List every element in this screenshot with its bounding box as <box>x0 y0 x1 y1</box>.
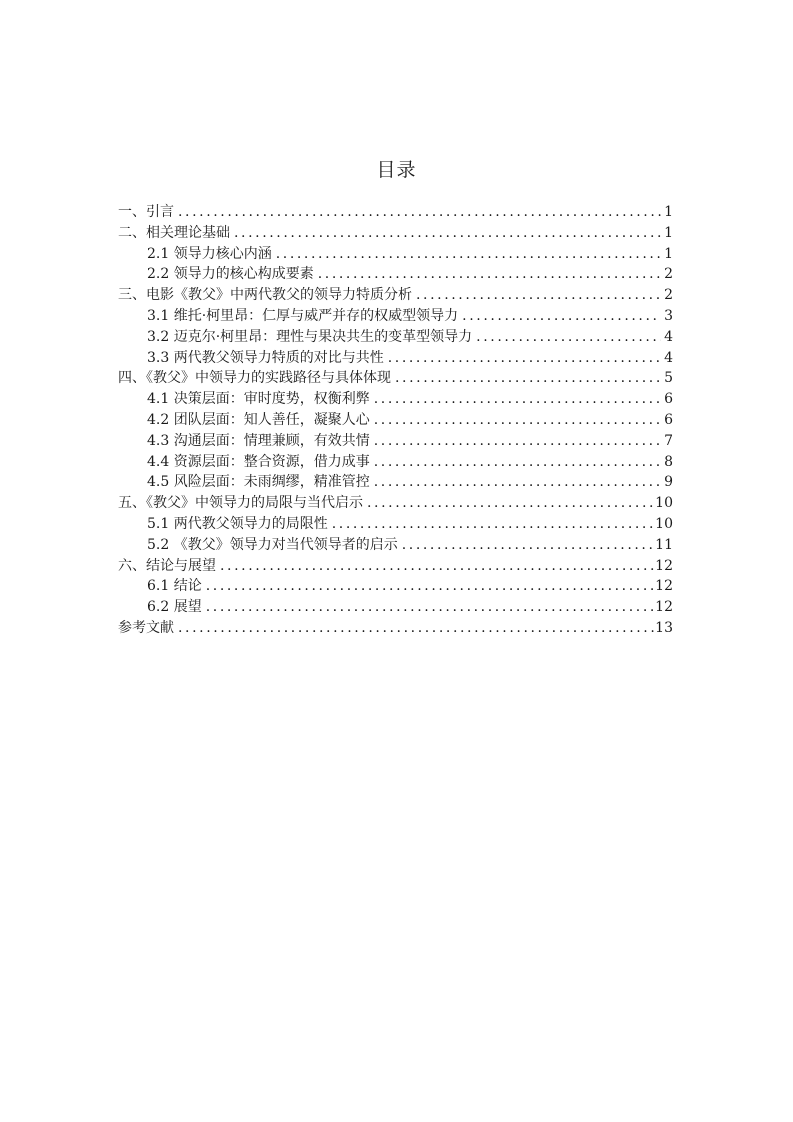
toc-page-number: 4 <box>664 328 673 345</box>
toc-page-number: 13 <box>655 619 673 636</box>
toc-dot-leader <box>370 410 661 431</box>
toc-entry[interactable] <box>118 327 673 348</box>
toc-entry-text: 4.5 风险层面：未雨绸缪，精准管控 <box>147 474 370 491</box>
toc-entry[interactable] <box>118 431 673 452</box>
toc-dot-leader <box>230 223 661 244</box>
toc-dot-leader <box>216 556 655 577</box>
toc-entry-text: 二、相关理论基础 <box>118 224 230 241</box>
toc-page-number: 12 <box>655 599 673 616</box>
toc-dot-leader <box>398 535 655 556</box>
toc-entry[interactable] <box>118 244 673 265</box>
toc-dot-leader <box>370 452 661 473</box>
toc-dot-leader <box>314 264 661 285</box>
toc-dot-leader <box>472 327 661 348</box>
toc-page-number: 1 <box>664 245 673 262</box>
toc-dot-leader <box>370 431 661 452</box>
toc-entry[interactable] <box>118 472 673 493</box>
toc-entry[interactable] <box>118 264 673 285</box>
toc-dot-leader <box>174 618 655 639</box>
toc-title: 目录 <box>376 159 417 181</box>
toc-dot-leader <box>272 244 661 265</box>
toc-page-number: 11 <box>655 536 673 553</box>
toc-dot-leader <box>202 576 655 597</box>
toc-entry-text: 3.3 两代教父领导力特质的对比与共性 <box>147 349 384 366</box>
toc-dot-leader <box>370 472 661 493</box>
toc-entry[interactable] <box>118 285 673 306</box>
toc-entry-text: 5.2 《教父》领导力对当代领导者的启示 <box>147 536 398 553</box>
toc-entry-text: 2.2 领导力的核心构成要素 <box>147 266 314 283</box>
toc-entry-text: 6.1 结论 <box>147 578 202 595</box>
toc-entry[interactable] <box>118 535 673 556</box>
toc-page-number: 10 <box>655 495 673 512</box>
toc-entry[interactable] <box>118 556 673 577</box>
toc-entry[interactable] <box>118 410 673 431</box>
toc-page-number: 12 <box>655 557 673 574</box>
toc-dot-leader <box>412 285 661 306</box>
toc-entry-text: 4.1 决策层面：审时度势，权衡利弊 <box>147 391 370 408</box>
toc-entry-text: 五、《教父》中领导力的局限与当代启示 <box>118 495 363 512</box>
toc-page-number: 8 <box>664 453 673 470</box>
toc-dot-leader <box>370 389 661 410</box>
toc-entry-text: 六、结论与展望 <box>118 557 216 574</box>
toc-page-number: 7 <box>664 432 673 449</box>
toc-entry-text: 5.1 两代教父领导力的局限性 <box>147 515 328 532</box>
toc-entry[interactable] <box>118 452 673 473</box>
toc-page-number: 6 <box>664 391 673 408</box>
toc-entry-text: 4.4 资源层面：整合资源，借力成事 <box>147 453 370 470</box>
toc-entry-text: 6.2 展望 <box>147 599 202 616</box>
toc-dot-leader <box>174 202 661 223</box>
toc-entry-text: 三、电影《教父》中两代教父的领导力特质分析 <box>118 287 412 304</box>
toc-dot-leader <box>202 597 655 618</box>
toc-page-number: 1 <box>664 224 673 241</box>
toc-entry-text: 一、引言 <box>118 204 174 220</box>
toc-page-number: 2 <box>664 287 673 304</box>
toc-page-number: 10 <box>655 515 673 532</box>
toc-entry[interactable] <box>118 223 673 244</box>
toc-entry[interactable] <box>118 493 673 514</box>
toc-entry-text: 4.2 团队层面：知人善任，凝聚人心 <box>147 411 370 428</box>
toc-page-number: 2 <box>664 266 673 283</box>
toc-entry[interactable] <box>118 306 673 327</box>
toc-entry-text: 4.3 沟通层面：情理兼顾，有效共情 <box>147 432 370 449</box>
toc-entry[interactable] <box>118 618 673 639</box>
toc-entry[interactable] <box>118 514 673 535</box>
toc-entry[interactable] <box>118 368 673 389</box>
toc-dot-leader <box>458 306 661 327</box>
toc-entry-text: 3.1 维托·柯里昂：仁厚与威严并存的权威型领导力 <box>147 307 459 324</box>
toc-dot-leader <box>363 493 655 514</box>
toc-page-number: 3 <box>664 307 673 324</box>
toc-dot-leader <box>391 368 661 389</box>
toc-entry-text: 参考文献 <box>118 619 174 636</box>
toc-entry[interactable] <box>118 597 673 618</box>
toc-entry[interactable] <box>118 389 673 410</box>
toc-page-number: 6 <box>664 411 673 428</box>
toc-dot-leader <box>328 514 655 535</box>
toc-page-number: 5 <box>664 370 673 387</box>
toc-dot-leader <box>384 348 661 369</box>
toc-entry[interactable] <box>118 202 673 223</box>
toc-entry[interactable] <box>118 348 673 369</box>
toc-entry[interactable] <box>118 576 673 597</box>
toc-page-number: 9 <box>664 474 673 491</box>
toc-page-number: 12 <box>655 578 673 595</box>
toc-list <box>118 202 673 639</box>
toc-page-number: 4 <box>664 349 673 366</box>
toc-page-number: 1 <box>664 204 673 220</box>
toc-entry-text: 四、《教父》中领导力的实践路径与具体体现 <box>118 370 391 387</box>
toc-entry-text: 2.1 领导力核心内涵 <box>147 245 272 262</box>
toc-entry-text: 3.2 迈克尔·柯里昂：理性与果决共生的变革型领导力 <box>147 328 473 345</box>
